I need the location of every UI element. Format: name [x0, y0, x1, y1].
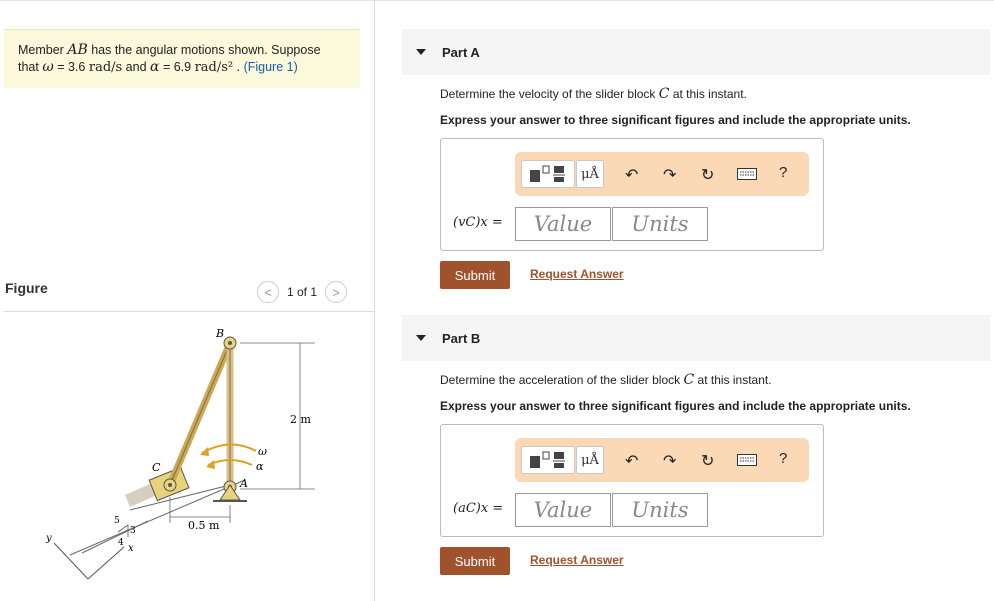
label-slope-4: 4 [118, 538, 124, 548]
label-a: A [240, 477, 248, 490]
undo-icon[interactable]: ↶ [625, 167, 639, 184]
prev-figure-button[interactable] [257, 281, 279, 303]
figure-heading: Figure [5, 280, 48, 296]
link-bc-edge [170, 343, 230, 485]
pin-c-center [168, 483, 172, 487]
question-variable: C [658, 86, 670, 102]
keyboard-icon[interactable] [737, 168, 757, 180]
problem-text: that [18, 60, 43, 74]
label-slope-3: 3 [130, 526, 136, 536]
value-input[interactable]: Value [515, 207, 611, 241]
omega-unit: rad/s [88, 60, 123, 75]
label-omega: ω [258, 445, 267, 458]
next-figure-button[interactable] [325, 281, 347, 303]
templates-icon [528, 450, 568, 470]
question-text: at this instant. [694, 373, 772, 387]
omega-symbol: ω [42, 59, 54, 75]
alpha-unit: rad/s² [194, 60, 234, 75]
units-input[interactable]: Units [612, 493, 708, 527]
part-a-header[interactable] [402, 29, 990, 75]
symbols-button[interactable]: μÅ [576, 446, 604, 474]
ac-label: (aC)x = [453, 501, 504, 516]
problem-statement [4, 29, 360, 88]
reset-icon[interactable]: ↻ [701, 167, 715, 184]
chevron-right-icon: > [332, 284, 340, 300]
keyboard-icon[interactable] [737, 454, 757, 466]
part-b-answer-box [440, 424, 824, 537]
part-b-instruction: Express your answer to three significant figures and include the appropriate units. [440, 399, 911, 413]
pin-b-center [228, 341, 232, 345]
question-variable: C [683, 372, 695, 388]
label-axis-y: y [46, 533, 52, 544]
label-slope-5: 5 [114, 516, 120, 526]
part-a-question [440, 86, 747, 102]
label-alpha: α [256, 460, 264, 473]
problem-line-2 [18, 59, 360, 76]
problem-line-1 [18, 42, 360, 59]
part-a-title: Part A [442, 44, 480, 60]
question-text: at this instant. [669, 87, 747, 101]
figure-pagination [257, 281, 347, 303]
undo-icon[interactable]: ↶ [625, 453, 639, 470]
templates-button[interactable] [521, 446, 575, 474]
caret-down-icon [416, 49, 426, 55]
symbols-button[interactable]: μÅ [576, 160, 604, 188]
units-input[interactable]: Units [612, 207, 708, 241]
part-a-submit-button[interactable]: Submit [440, 261, 510, 289]
omega-value: = 3.6 [53, 60, 89, 74]
figure-page-count: 1 of 1 [287, 285, 318, 299]
label-c: C [152, 461, 161, 474]
part-b-header[interactable] [402, 315, 990, 361]
problem-text: has the angular motions shown. Suppose [87, 43, 321, 57]
help-icon[interactable]: ? [779, 164, 788, 181]
math-toolbar [515, 152, 809, 196]
label-dim-height: 2 m [290, 413, 311, 426]
templates-icon [528, 164, 568, 184]
problem-text: and [122, 60, 151, 74]
question-text: Determine the acceleration of the slider block [440, 373, 684, 387]
caret-down-icon [416, 335, 426, 341]
help-icon[interactable]: ? [779, 450, 788, 467]
problem-text: Member [18, 43, 68, 57]
axis-x-line [88, 547, 124, 579]
axis-y-line [54, 543, 88, 579]
member-symbol: AB [67, 42, 88, 58]
label-b: B [216, 327, 225, 340]
problem-text: . [233, 60, 244, 74]
panel-divider [374, 0, 375, 601]
redo-icon[interactable]: ↷ [663, 167, 677, 184]
part-b-question [440, 372, 772, 388]
part-b-title: Part B [442, 330, 481, 346]
label-dim-base: 0.5 m [188, 519, 220, 532]
figure-divider [4, 311, 374, 312]
templates-button[interactable] [521, 160, 575, 188]
part-b-submit-button[interactable]: Submit [440, 547, 510, 575]
vc-label: (vC)x = [453, 215, 503, 230]
chevron-left-icon: < [264, 284, 272, 300]
redo-icon[interactable]: ↷ [663, 453, 677, 470]
part-a-request-answer-link[interactable]: Request Answer [530, 267, 624, 281]
alpha-symbol: α [150, 59, 160, 75]
part-a-answer-box [440, 138, 824, 251]
alpha-arrowhead [206, 460, 215, 469]
left-panel [0, 0, 374, 601]
value-input[interactable]: Value [515, 493, 611, 527]
reset-icon[interactable]: ↻ [701, 453, 715, 470]
question-text: Determine the velocity of the slider block [440, 87, 659, 101]
alpha-value: = 6.9 [159, 60, 195, 74]
part-b-request-answer-link[interactable]: Request Answer [530, 553, 624, 567]
omega-arrowhead [200, 447, 209, 456]
part-a-instruction: Express your answer to three significant figures and include the appropriate units. [440, 113, 911, 127]
mechanism-figure [30, 325, 330, 585]
math-toolbar [515, 438, 809, 482]
figure-link[interactable]: (Figure 1) [243, 60, 298, 74]
label-axis-x: x [128, 543, 134, 554]
